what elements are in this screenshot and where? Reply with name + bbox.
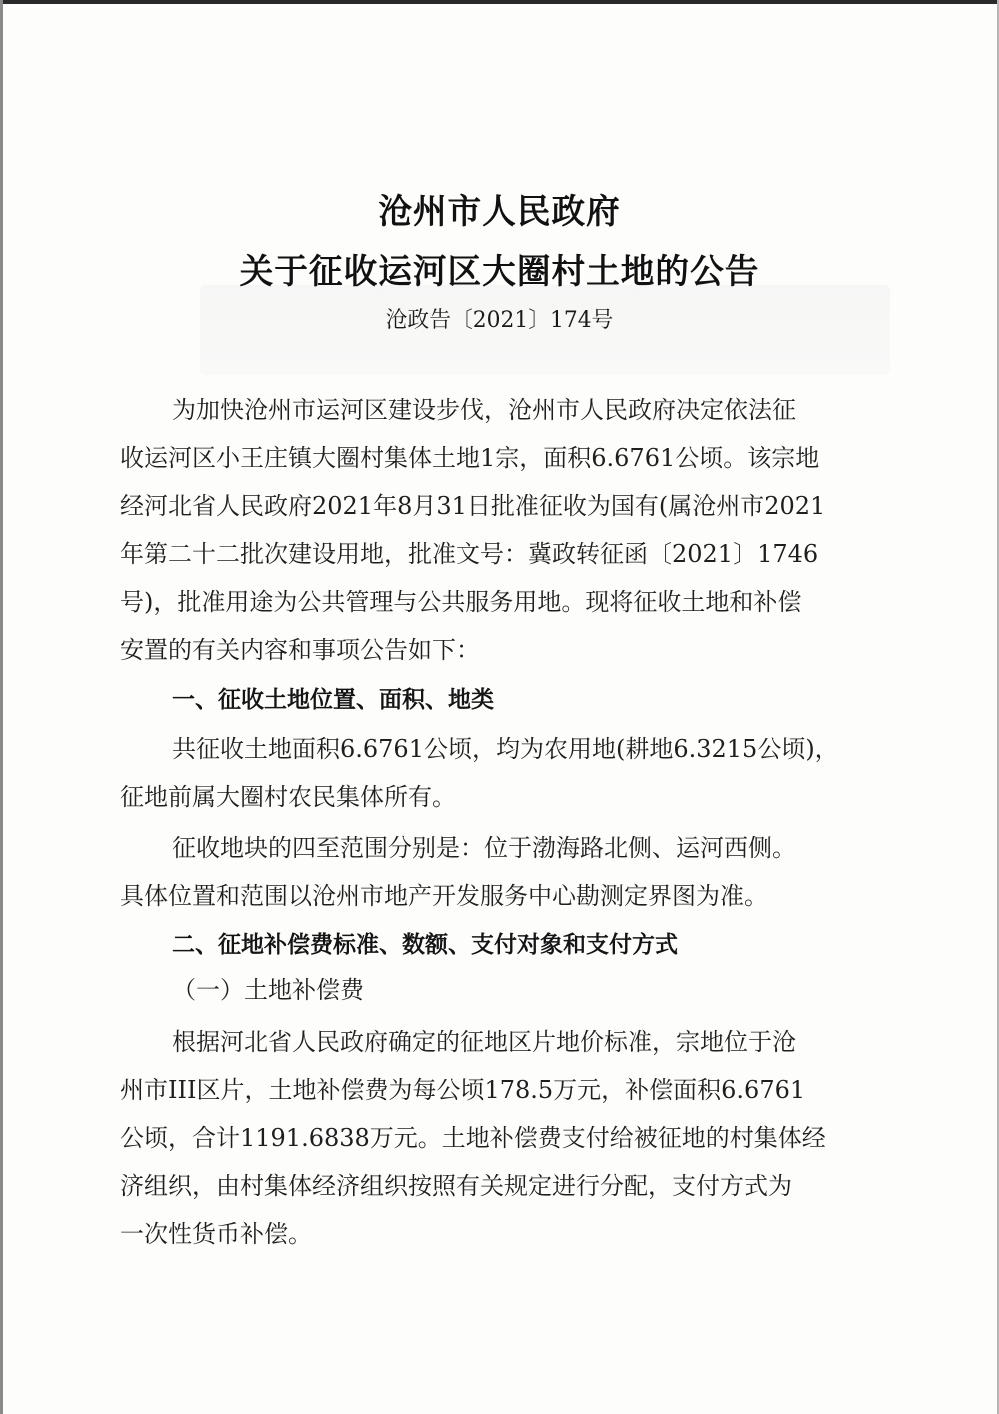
- section-1-paragraph-line: 征收地块的四至范围分别是：位于渤海路北侧、运河西侧。: [172, 834, 796, 862]
- title-line-2: 关于征收运河区大圈村土地的公告: [239, 252, 760, 292]
- subsection-1-line: 公顷，合计1191.6838万元。土地补偿费支付给被征地的村集体经: [120, 1124, 826, 1152]
- document-number: 沧政告〔2021〕174号: [385, 308, 614, 333]
- subsection-1-heading: （一）土地补偿费: [172, 976, 364, 1004]
- intro-line: 安置的有关内容和事项公告如下：: [120, 636, 480, 664]
- intro-line: 收运河区小王庄镇大圈村集体土地1宗，面积6.6761公顷。该宗地: [120, 444, 820, 472]
- intro-line: 号)，批准用途为公共管理与公共服务用地。现将征收土地和补偿: [120, 588, 802, 616]
- intro-line: 为加快沧州市运河区建设步伐，沧州市人民政府决定依法征: [172, 396, 796, 424]
- subsection-1-line: 州市III区片，土地补偿费为每公顷178.5万元，补偿面积6.6761: [120, 1076, 806, 1104]
- subsection-1-line: 根据河北省人民政府确定的征地区片地价标准，宗地位于沧: [172, 1028, 796, 1056]
- title-line-1: 沧州市人民政府: [378, 192, 621, 232]
- scan-edge-top: [0, 0, 999, 4]
- intro-line: 经河北省人民政府2021年8月31日批准征收为国有(属沧州市2021: [120, 492, 826, 520]
- section-1-paragraph-line: 征地前属大圈村农民集体所有。: [120, 783, 456, 811]
- section-2-heading: 二、征地补偿费标准、数额、支付对象和支付方式: [172, 932, 678, 958]
- intro-line: 年第二十二批次建设用地，批准文号：冀政转征函〔2021〕1746: [120, 540, 819, 568]
- subsection-1-line: 济组织，由村集体经济组织按照有关规定进行分配，支付方式为: [120, 1172, 792, 1200]
- section-1-paragraph-line: 共征收土地面积6.6761公顷，均为农用地(耕地6.3215公顷)，: [172, 735, 839, 763]
- section-1-heading: 一、征收土地位置、面积、地类: [172, 687, 494, 713]
- section-1-paragraph-line: 具体位置和范围以沧州市地产开发服务中心勘测定界图为准。: [120, 882, 768, 910]
- subsection-1-line: 一次性货币补偿。: [120, 1220, 312, 1248]
- scan-edge-left: [0, 0, 3, 1414]
